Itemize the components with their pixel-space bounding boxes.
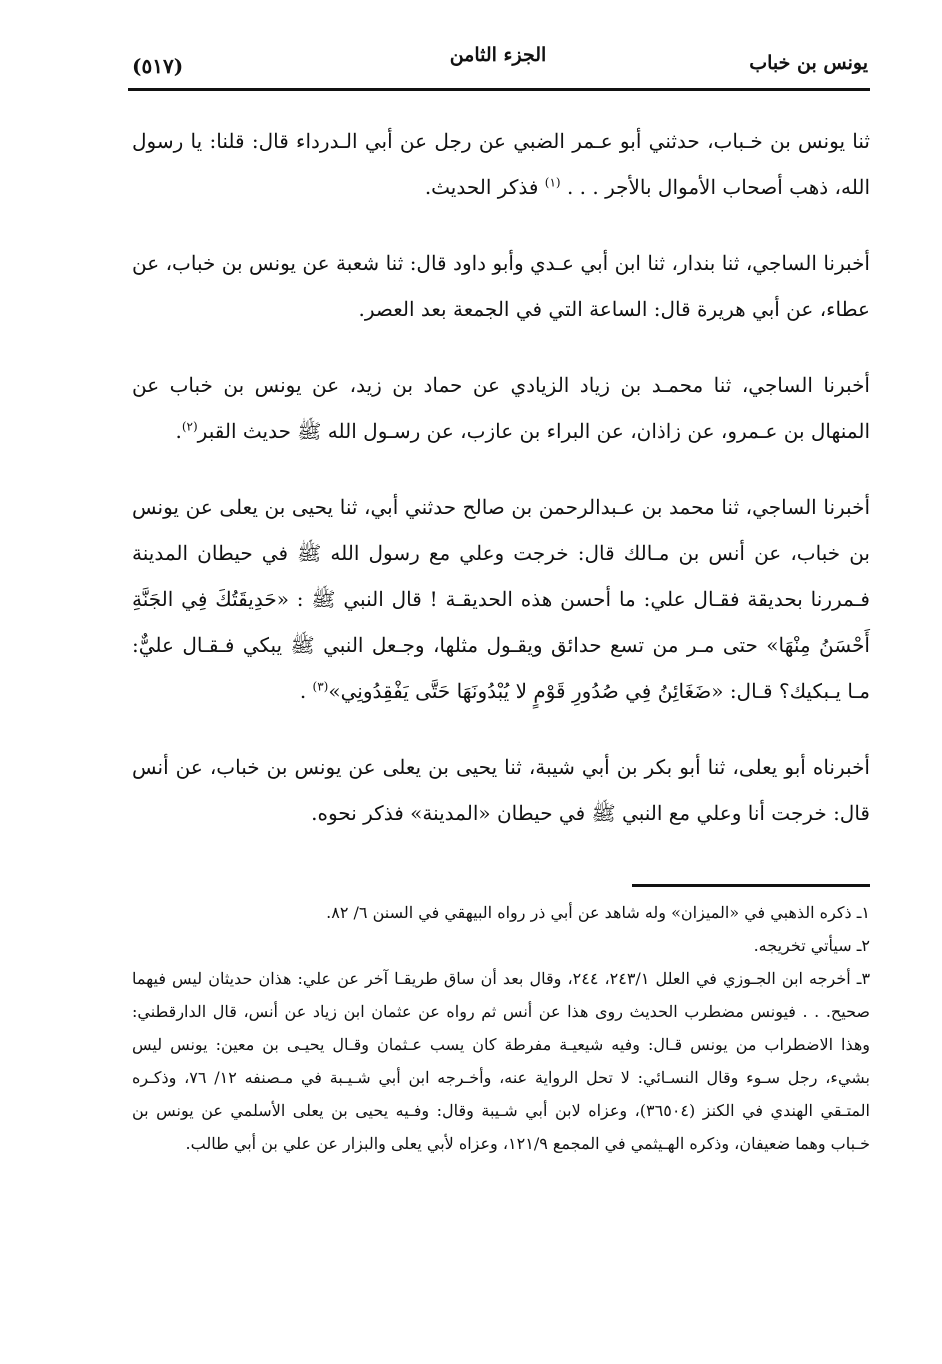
paragraph-3: أخبرنا الساجي، ثنا محمـد بن زياد الزيادي عن حماد بن زيد، عن يونس بن خباب عن المنهال بن عـمرو، عن زاذان، عن البراء بن عازب، عن رسـول الله ﷺ حديث القبر$^{(٢)}$. [132, 373, 870, 443]
paragraph-5 [132, 744, 870, 836]
footnote-3: ٣ـ أخرجه ابن الجـوزي في العلل ٢٤٣/١، ٢٤٤، وقال بعد أن ساق طريقـا آخر عن علي: هذان حديثان ليس فيهما صحيح. . . فيونس مضطرب الحديث روى هذا عن أنس ثم رواه عن عثمان ابن زياد عن أنس، قال الدارقطني: وهذا الاضطراب من يونس قـال: وفيه شيعيـة مفرطة كان يسب عـثمان وقـال يحيـى بن معين: يونس ليس بشيء، رجل سـوء وقال النسـائي: لا تحل الرواية عنه، وأخـرجه ابن أبي شـيـبة في مـصنفه ١٢/ ٧٦، وذكـره المتـقي الهندي في الكنز (٣٦٥٠٤)، وعزاه لابن أبي شـيبة وقال: وفـيه يحيى بن يعلى الأسلمي عن يونس بن خـباب وهما ضعيفان، وذكره الهـيثمي في المجمع ١٢١/٩، وعزاه لأبي يعلى والبزار عن علي بن أبي طالب. [132, 969, 871, 1153]
footnote-2: ٢ـ سيأتي تخريجه. [753, 936, 870, 955]
paragraph-text: أخبرنا الساجي، ثنا محمد بن عـبدالرحمن بن صالح حدثني أبي، ثنا يحيى بن يعلى عن يونس بن خباب، عن أنس بن مـالك قال: خرجت وعلي مع رسول الله ﷺ في حيطان المدينة فـمررنا بحديقة فقـال علي: ما أحسن هذه الحديقـة ! قال النبي ﷺ : «حَدِيقَتُكَ فِي الجَنَّةِ أَحْسَنُ مِنْهَا» حتى مـر من تسع حدائق ويقـول مثلها، وجـعل النبي ﷺ يبكي فـقـال عليٌّ: مـا يـبكيك؟ قـال: «ضَغَائِنُ فِي صُدُورِ قَوْمٍ لا يُبْدُونَهَا حَتَّى يَفْقِدُونِي» [132, 495, 870, 703]
page-number: (٥١٧) [132, 54, 184, 78]
footnote-ref-2: (٢) [181, 419, 198, 434]
main-text [132, 118, 870, 848]
running-title: يونس بن خباب [749, 52, 868, 74]
page-header [128, 40, 868, 84]
header-rule [128, 88, 870, 91]
footnote-ref-3: (٣) [312, 679, 329, 694]
paragraph-1 [132, 118, 870, 210]
paragraph-text: أخبرناه أبو يعلى، ثنا أبو بكر بن أبي شيبة، ثنا يحيى بن يعلى عن يونس بن خباب، عن أنس قال: خرجت أنا وعلي مع النبي ﷺ في حيطان «المدينة» فذكر نحوه. [132, 755, 870, 825]
paragraph-text: أخبرنا الساجي، ثنا محمـد بن زياد الزيادي عن حماد بن زيد، عن يونس بن خباب عن المنهال بن عـمرو، عن زاذان، عن البراء بن عازب، عن رسـول الله ﷺ حديث القبر [132, 373, 870, 443]
paragraph-text: ثنا يونس بن خـباب، حدثني أبو عـمر الضبي عن رجل عن أبي الـدرداء قال: قلنا: يا رسول الله، ذهب أصحاب الأموال بالأجر . . . [132, 129, 870, 199]
paragraph-text: أخبرنا الساجي، ثنا بندار، ثنا ابن أبي عـدي وأبو داود قال: ثنا شعبة عن يونس بن خباب، عن عطاء، عن أبي هريرة قال: الساعة التي في الجمعة بعد العصر. [132, 251, 870, 321]
paragraph-tail: فذكر الحديث. [424, 175, 539, 199]
part-title: الجزء الثامن [449, 44, 547, 66]
footnote-1: ١ـ ذكره الذهبي في «الميزان» وله شاهد عن أبي ذر رواه البيهقي في السنن ٦/ ٨٢. [326, 903, 870, 922]
paragraph-2 [132, 240, 870, 332]
footnotes [132, 896, 870, 1160]
paragraph-4: أخبرنا الساجي، ثنا محمد بن عـبدالرحمن بن صالح حدثني أبي، ثنا يحيى بن يعلى عن يونس بن خباب، عن أنس بن مـالك قال: خرجت وعلي مع رسول الله ﷺ في حيطان المدينة فـمررنا بحديقة فقـال علي: ما أحسن هذه الحديقـة ! قال النبي ﷺ : «حَدِيقَتُكَ فِي الجَنَّةِ أَحْسَنُ مِنْهَا» حتى مـر من تسع حدائق ويقـول مثلها، وجـعل النبي ﷺ يبكي فـقـال عليٌّ: مـا يـبكيك؟ قـال: «ضَغَائِنُ فِي صُدُورِ قَوْمٍ لا يُبْدُونَهَا حَتَّى يَفْقِدُونِي»$^{(٣)}$ . [132, 495, 870, 703]
footnote-ref-1: (١) [544, 175, 561, 190]
footnote-rule [632, 884, 870, 887]
